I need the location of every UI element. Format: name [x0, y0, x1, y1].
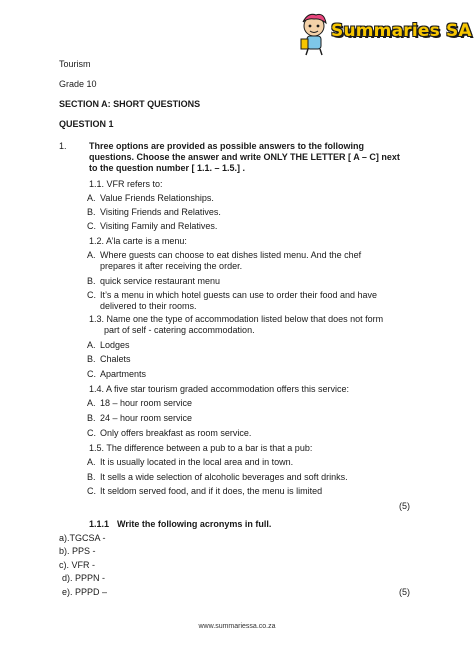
sub-question-1-5: 1.5. The difference between a pub to a bar is that a pub: [89, 443, 313, 453]
list-item [87, 207, 221, 218]
list-item [87, 472, 348, 483]
instruction-line: Three options are provided as possible answers to the following [89, 141, 365, 151]
option-text: It is usually located in the local area and in town. [100, 457, 294, 467]
sub-question-continuation: part of self - catering accommodation. [104, 325, 255, 335]
sub-question-title: Write the following acronyms in full. [117, 519, 272, 529]
option-text: Where guests can choose to eat dishes listed menu. And the chef [100, 250, 362, 260]
option-text: quick service restaurant menu [100, 276, 221, 286]
question-number: 1. [59, 141, 67, 151]
option-text: Visiting Friends and Relatives. [100, 207, 221, 217]
option-text: Lodges [100, 340, 130, 350]
option-letter: A. [87, 250, 96, 260]
sub-question-1-1: 1.1. VFR refers to: [89, 179, 163, 189]
option-continuation: delivered to their rooms. [100, 301, 197, 311]
option-text: Chalets [100, 354, 131, 364]
list-item [87, 250, 361, 261]
option-letter: C. [87, 428, 96, 438]
option-letter: A. [87, 398, 96, 408]
list-item [87, 276, 220, 287]
list-item [87, 221, 217, 232]
mascot-icon [294, 10, 334, 56]
grade-label: Grade 10 [59, 79, 97, 89]
list-item [87, 290, 377, 301]
option-text: Only offers breakfast as room service. [100, 428, 252, 438]
sub-question-1-2: 1.2. A’la carte is a menu: [89, 236, 187, 246]
list-item [87, 413, 192, 424]
list-item [87, 354, 131, 365]
list-item [87, 428, 251, 439]
subject-label: Tourism [59, 59, 91, 69]
acronym-item: c). VFR - [59, 560, 95, 570]
instruction-line: questions. Choose the answer and write ONLY THE LETTER [ A – C] next [89, 152, 400, 162]
option-letter: A. [87, 457, 96, 467]
option-letter: C. [87, 221, 96, 231]
sub-question-1-4: 1.4. A five star tourism graded accommodation offers this service: [89, 384, 349, 394]
logo-wordmark: Summaries SA [331, 21, 472, 41]
option-text: 24 – hour room service [100, 413, 193, 423]
option-letter: B. [87, 354, 96, 364]
option-text: Apartments [100, 369, 147, 379]
option-text: It sells a wide selection of alcoholic beverages and soft drinks. [100, 472, 348, 482]
list-item [87, 486, 322, 497]
option-letter: C. [87, 290, 96, 300]
option-letter: A. [87, 193, 96, 203]
acronym-item: d). PPPN - [62, 573, 106, 583]
footer-url: www.summariessa.co.za [198, 623, 276, 630]
option-letter: B. [87, 472, 96, 482]
option-letter: C. [87, 369, 96, 379]
marks-label: (5) [399, 587, 410, 597]
list-item [87, 193, 214, 204]
list-item [87, 340, 130, 351]
list-item [87, 369, 146, 380]
list-item [87, 398, 192, 409]
option-text: Visiting Family and Relatives. [100, 221, 218, 231]
instruction-line: to the question number [ 1.1. – 1.5.] . [89, 163, 246, 173]
option-letter: B. [87, 207, 96, 217]
acronym-item: b). PPS - [59, 546, 96, 556]
acronym-item: e). PPPD – [62, 587, 108, 597]
option-text: Value Friends Relationships. [100, 193, 214, 203]
option-letter: C. [87, 486, 96, 496]
option-letter: B. [87, 276, 96, 286]
option-continuation: prepares it after receiving the order. [100, 261, 243, 271]
option-text: It seldom served food, and if it does, the menu is limited [100, 486, 323, 496]
option-text: It’s a menu in which hotel guests can use to order their food and have [100, 290, 378, 300]
marks-label: (5) [399, 501, 410, 511]
option-letter: B. [87, 413, 96, 423]
sub-question-number: 1.1.1 [89, 519, 110, 529]
question-heading: QUESTION 1 [59, 119, 114, 129]
section-heading: SECTION A: SHORT QUESTIONS [59, 99, 201, 109]
option-text: 18 – hour room service [100, 398, 193, 408]
option-letter: A. [87, 340, 96, 350]
list-item [87, 457, 293, 468]
acronym-item: a).TGCSA - [59, 533, 106, 543]
sub-question-1-3: 1.3. Name one the type of accommodation listed below that does not form [89, 314, 384, 324]
